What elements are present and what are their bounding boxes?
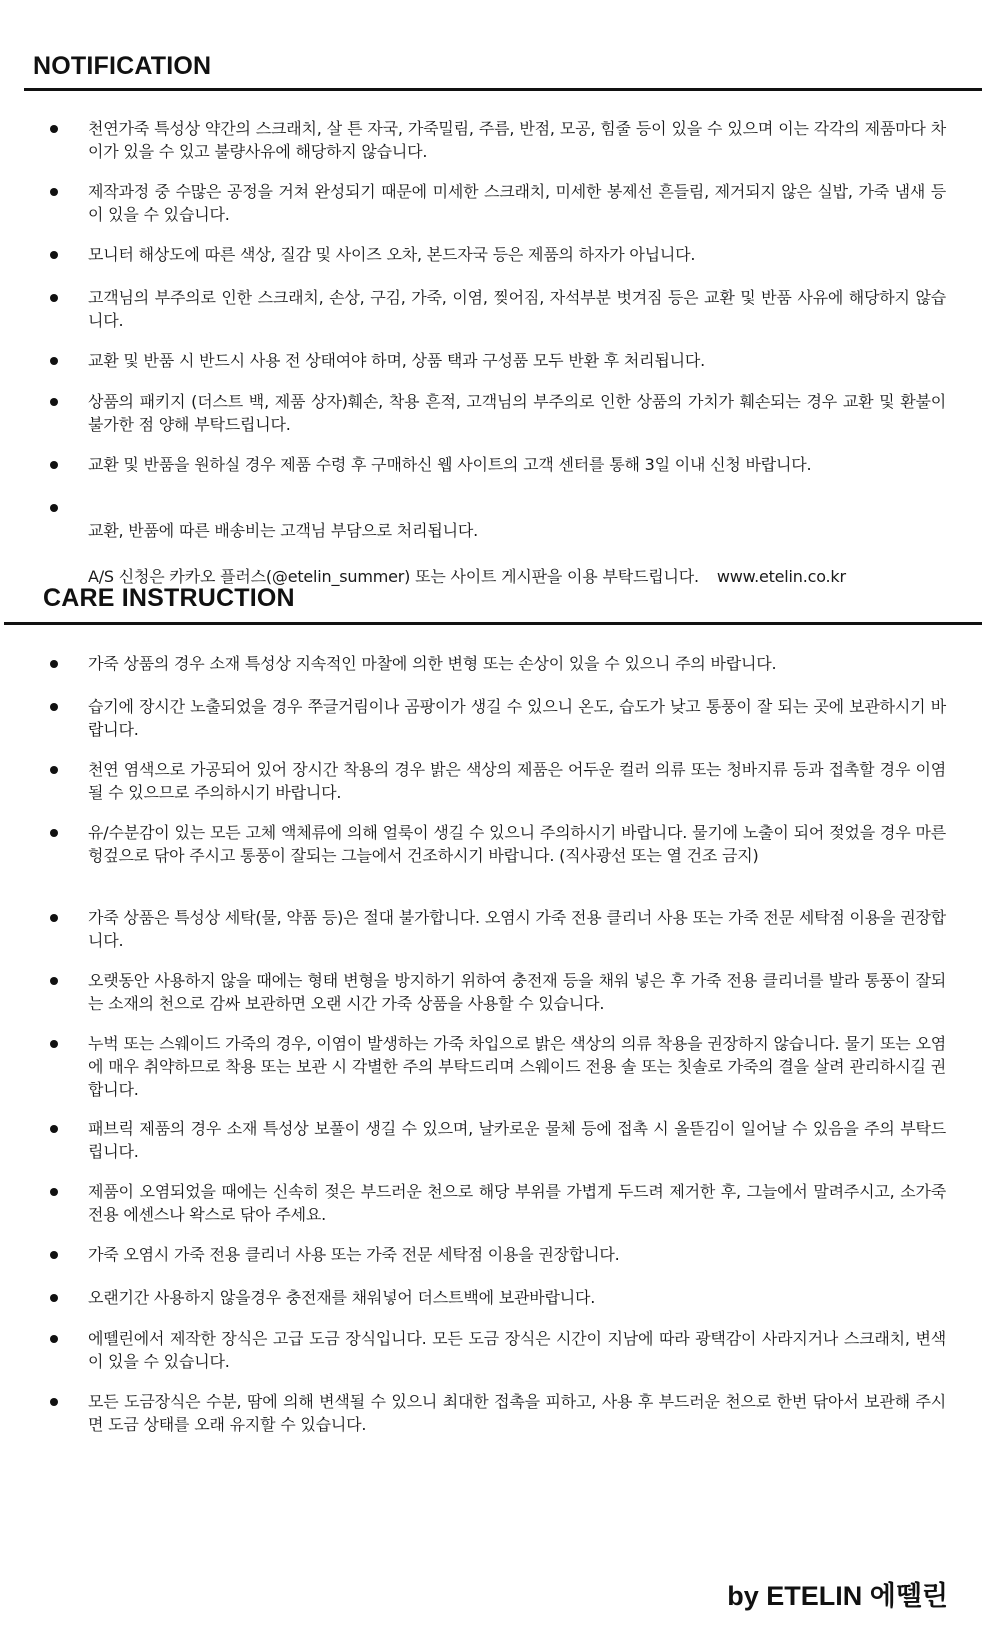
care-item-text: 오랜기간 사용하지 않을경우 충전재를 채워넣어 더스트백에 보관바랍니다. [88, 1288, 596, 1307]
care-item-text: 가죽 상품은 특성상 세탁(물, 약품 등)은 절대 불가합니다. 오염시 가죽 전용 클리너 사용 또는 가죽 전문 세탁점 이용을 권장합니다. [88, 908, 946, 950]
bullet-icon [50, 1335, 58, 1343]
notification-item-text: 모니터 해상도에 따른 색상, 질감 및 사이즈 오차, 본드자국 등은 제품의 하자가 아닙니다. [88, 245, 696, 264]
care-item-text: 누벅 또는 스웨이드 가죽의 경우, 이염이 발생하는 가죽 차입으로 밝은 색상의 의류 착용을 권장하지 않습니다. 물기 또는 오염에 매우 취약하므로 착용 또는 보관 시 각별한 주의 부탁드리며 스웨이드 전용 솔 또는 칫솔로 가죽의 결을 살려 관리하시길 권합니다. [88, 1034, 946, 1099]
bullet-icon [50, 461, 58, 469]
bullet-icon [50, 1188, 58, 1196]
bullet-icon [50, 1040, 58, 1048]
bullet-icon [50, 294, 58, 302]
bullet-icon [50, 829, 58, 837]
site-url-link[interactable]: www.etelin.co.kr [716, 567, 846, 586]
care-item-text: 제품이 오염되었을 때에는 신속히 젖은 부드러운 천으로 해당 부위를 가볍게 두드려 제거한 후, 그늘에서 말려주시고, 소가죽 전용 에센스나 왁스로 닦아 주세요. [88, 1182, 946, 1224]
care-item-text: 오랫동안 사용하지 않을 때에는 형태 변형을 방지하기 위하여 충전재 등을 채워 넣은 후 가죽 전용 클리너를 발라 통풍이 잘되는 소재의 천으로 감싸 보관하면 오랜 시간 가죽 상품을 사용할 수 있습니다. [88, 971, 946, 1013]
notification-item-text: 천연가죽 특성상 약간의 스크래치, 살 튼 자국, 가죽밀림, 주름, 반점, 모공, 힘줄 등이 있을 수 있으며 이는 각각의 제품마다 차이가 있을 수 있고 불량사유에 해당하지 않습니다. [88, 119, 946, 161]
notification-title: NOTIFICATION [33, 52, 212, 80]
care-item-text: 패브릭 제품의 경우 소재 특성상 보풀이 생길 수 있으며, 날카로운 물체 등에 접촉 시 올뜯김이 일어날 수 있음을 주의 부탁드립니다. [88, 1119, 946, 1161]
care-item-text: 천연 염색으로 가공되어 있어 장시간 착용의 경우 밝은 색상의 제품은 어두운 컬러 의류 또는 청바지류 등과 접촉할 경우 이염될 수 있으므로 주의하시기 바랍니다. [88, 760, 946, 802]
bullet-icon [50, 703, 58, 711]
shipping-fee-note: 교환, 반품에 따른 배송비는 고객님 부담으로 처리됩니다. [88, 521, 478, 540]
bullet-icon [50, 398, 58, 406]
notification-item-text: 교환 및 반품 시 반드시 사용 전 상태여야 하며, 상품 택과 구성품 모두 반환 후 처리됩니다. [88, 351, 706, 370]
bullet-icon [50, 1294, 58, 1302]
as-request-note: A/S 신청은 카카오 플러스(@etelin_summer) 또는 사이트 게시판을 이용 부탁드립니다. [88, 567, 699, 586]
bullet-icon [50, 977, 58, 985]
bullet-icon [50, 251, 58, 259]
care-item-text: 유/수분감이 있는 모든 고체 액체류에 의해 얼룩이 생길 수 있으니 주의하시기 바랍니다. 물기에 노출이 되어 젖었을 경우 마른 헝겊으로 닦아 주시고 통풍이 잘되는 그늘에서 건조하시기 바랍니다. (직사광선 또는 열 건조 금지) [88, 823, 946, 865]
bullet-icon [50, 188, 58, 196]
bullet-icon [50, 125, 58, 133]
bullet-icon [50, 1125, 58, 1133]
bullet-icon [50, 914, 58, 922]
bullet-icon [50, 660, 58, 668]
care-item-text: 가죽 오염시 가죽 전용 클리너 사용 또는 가죽 전문 세탁점 이용을 권장합니다. [88, 1245, 620, 1264]
notification-item-text: 상품의 패키지 (더스트 백, 제품 상자)훼손, 착용 흔적, 고객님의 부주의로 인한 상품의 가치가 훼손되는 경우 교환 및 환불이 불가한 점 양해 부탁드립니다. [88, 392, 946, 434]
care-item-text: 에뗄린에서 제작한 장식은 고급 도금 장식입니다. 모든 도금 장식은 시간이 지남에 따라 광택감이 사라지거나 스크래치, 변색이 있을 수 있습니다. [88, 1329, 946, 1371]
care-item-text: 가죽 상품의 경우 소재 특성상 지속적인 마찰에 의한 변형 또는 손상이 있을 수 있으니 주의 바랍니다. [88, 654, 777, 673]
care-item-text: 모든 도금장식은 수분, 땀에 의해 변색될 수 있으니 최대한 접촉을 피하고, 사용 후 부드러운 천으로 한번 닦아서 보관해 주시면 도금 상태를 오래 유지할 수 있습니다. [88, 1392, 946, 1434]
bullet-icon [50, 1251, 58, 1259]
bullet-icon [50, 766, 58, 774]
notification-item-text [88, 496, 946, 588]
brand-signature: by ETELIN 에뗄린 [727, 1581, 948, 1611]
notification-item-text: 고객님의 부주의로 인한 스크래치, 손상, 구김, 가죽, 이염, 찢어짐, 자석부분 벗겨짐 등은 교환 및 반품 사유에 해당하지 않습니다. [88, 288, 946, 330]
notification-item-text: 교환 및 반품을 원하실 경우 제품 수령 후 구매하신 웹 사이트의 고객 센터를 통해 3일 이내 신청 바랍니다. [88, 455, 812, 474]
care-divider [4, 622, 982, 625]
bullet-icon [50, 1398, 58, 1406]
notification-divider [24, 88, 982, 91]
care-item-text: 습기에 장시간 노출되었을 경우 쭈글거림이나 곰팡이가 생길 수 있으니 온도, 습도가 낮고 통풍이 잘 되는 곳에 보관하시기 바랍니다. [88, 697, 946, 739]
bullet-icon [50, 504, 58, 512]
notification-item-text: 제작과정 중 수많은 공정을 거쳐 완성되기 때문에 미세한 스크래치, 미세한 봉제선 흔들림, 제거되지 않은 실밥, 가죽 냄새 등이 있을 수 있습니다. [88, 182, 946, 224]
care-title: CARE INSTRUCTION [43, 584, 295, 612]
bullet-icon [50, 357, 58, 365]
